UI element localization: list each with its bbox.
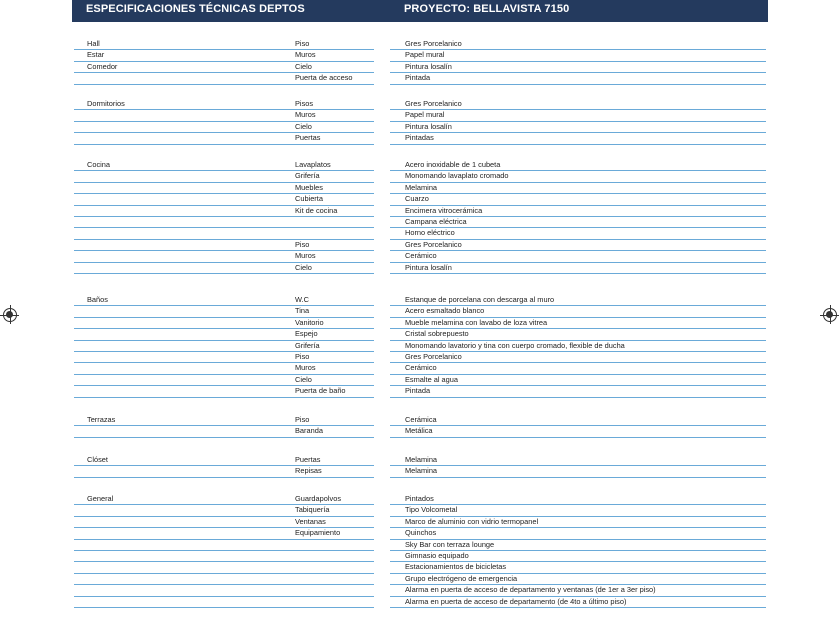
element-label: Vanitorio xyxy=(295,317,324,327)
specification-value: Papel mural xyxy=(405,50,445,60)
table-row xyxy=(0,540,840,551)
table-row xyxy=(0,466,840,477)
element-label: Lavaplatos xyxy=(295,160,331,169)
specification-value: Mueble melamina con lavabo de loza vitrea xyxy=(405,317,548,327)
table-row xyxy=(0,528,840,539)
specification-value: Acero esmaltado blanco xyxy=(405,306,485,316)
specification-value: Monomando lavaplato cromado xyxy=(405,171,509,181)
row-divider xyxy=(74,607,374,608)
table-row xyxy=(0,228,840,239)
element-label: Baranda xyxy=(295,426,323,436)
element-label: Grifería xyxy=(295,171,320,181)
element-label: Muros xyxy=(295,50,316,60)
section-label: Clóset xyxy=(87,455,108,464)
section-label: Cocina xyxy=(87,160,111,169)
row-divider xyxy=(390,437,766,438)
specification-value: Gres Porcelanico xyxy=(405,239,462,249)
specification-value: Tipo Volcometal xyxy=(405,505,458,515)
element-label: Tabiquería xyxy=(295,505,330,515)
table-row xyxy=(0,73,840,84)
specification-value: Estacionamientos de bicicletas xyxy=(405,562,507,572)
table-row xyxy=(0,110,840,121)
specification-value: Metálica xyxy=(405,426,433,436)
specification-value: Sky Bar con terraza lounge xyxy=(405,539,495,549)
project-title: PROYECTO: BELLAVISTA 7150 xyxy=(404,3,570,15)
row-divider xyxy=(74,397,374,398)
table-row xyxy=(0,240,840,251)
element-label: Pisos xyxy=(295,99,314,108)
element-label: Cielo xyxy=(295,61,312,71)
specification-value: Pintada xyxy=(405,73,431,83)
table-row xyxy=(0,352,840,363)
element-label: Repisas xyxy=(295,466,322,476)
row-divider xyxy=(390,144,766,145)
table-row xyxy=(0,160,840,171)
element-label: Muros xyxy=(295,110,316,120)
table-row xyxy=(0,295,840,306)
specification-value: Campana eléctrica xyxy=(405,217,467,226)
table-row xyxy=(0,183,840,194)
element-label: Muros xyxy=(295,363,316,373)
specification-value: Gimnasio equipado xyxy=(405,551,469,560)
specification-value: Gres Porcelanico xyxy=(405,39,462,48)
section-label: Comedor xyxy=(87,61,118,71)
specification-value: Monomando lavatorio y tina con cuerpo cromado, flexible de ducha xyxy=(405,340,625,350)
specification-value: Papel mural xyxy=(405,110,445,120)
element-label: Grifería xyxy=(295,340,320,350)
table-row xyxy=(0,597,840,608)
specification-value: Melamina xyxy=(405,182,438,192)
specification-value: Horno eléctrico xyxy=(405,228,455,238)
specification-value: Marco de aluminio con vidrio termopanel xyxy=(405,516,539,526)
specification-value: Cerámico xyxy=(405,251,437,261)
table-row xyxy=(0,62,840,73)
specification-value: Grupo electrógeno de emergencia xyxy=(405,573,518,583)
element-label: Puerta de acceso xyxy=(295,73,353,83)
table-row xyxy=(0,585,840,596)
table-row xyxy=(0,415,840,426)
element-label: Kit de cocina xyxy=(295,205,338,215)
table-row xyxy=(0,505,840,516)
table-row xyxy=(0,551,840,562)
document-title: ESPECIFICACIONES TÉCNICAS DEPTOS xyxy=(86,3,305,15)
row-divider xyxy=(390,273,766,274)
specification-value: Encimera vitrocerámica xyxy=(405,205,483,215)
table-row xyxy=(0,494,840,505)
row-divider xyxy=(74,144,374,145)
specification-value: Acero inoxidable de 1 cubeta xyxy=(405,160,501,169)
specification-value: Cuarzo xyxy=(405,194,429,204)
table-row xyxy=(0,306,840,317)
row-divider xyxy=(390,477,766,478)
table-row xyxy=(0,133,840,144)
row-divider xyxy=(74,84,374,85)
element-label: W.C xyxy=(295,295,309,304)
row-divider xyxy=(74,273,374,274)
element-label: Cubierta xyxy=(295,194,323,204)
specification-value: Pintura losalín xyxy=(405,262,452,272)
specification-value: Pintadas xyxy=(405,133,434,143)
table-row xyxy=(0,122,840,133)
specification-value: Melamina xyxy=(405,466,438,476)
table-row xyxy=(0,375,840,386)
element-label: Muros xyxy=(295,251,316,261)
table-row xyxy=(0,574,840,585)
specification-value: Pintura losalín xyxy=(405,61,452,71)
element-label: Puertas xyxy=(295,133,321,143)
table-row xyxy=(0,194,840,205)
element-label: Cielo xyxy=(295,262,312,272)
section-label: Estar xyxy=(87,50,105,60)
row-divider xyxy=(390,84,766,85)
element-label: Tina xyxy=(295,306,310,316)
row-divider xyxy=(74,437,374,438)
element-label: Espejo xyxy=(295,329,318,339)
element-label: Piso xyxy=(295,239,310,249)
row-divider xyxy=(390,607,766,608)
table-row xyxy=(0,386,840,397)
section-label: Terrazas xyxy=(87,415,116,424)
element-label: Piso xyxy=(295,415,310,424)
element-label: Cielo xyxy=(295,374,312,384)
table-row xyxy=(0,171,840,182)
specification-value: Gres Porcelanico xyxy=(405,352,462,361)
section-label: Dormitorios xyxy=(87,99,125,108)
table-row xyxy=(0,206,840,217)
specification-value: Melamina xyxy=(405,455,438,464)
table-row xyxy=(0,50,840,61)
element-label: Ventanas xyxy=(295,516,326,526)
table-row xyxy=(0,251,840,262)
section-label: General xyxy=(87,494,114,503)
specification-value: Estanque de porcelana con descarga al muro xyxy=(405,295,555,304)
table-row xyxy=(0,517,840,528)
row-divider xyxy=(390,397,766,398)
table-row xyxy=(0,562,840,573)
specification-value: Alarma en puerta de acceso de departamento y ventanas (de 1er a 3er piso) xyxy=(405,585,656,595)
specification-value: Cerámica xyxy=(405,415,437,424)
element-label: Guardapolvos xyxy=(295,494,342,503)
element-label: Puertas xyxy=(295,455,321,464)
table-row xyxy=(0,455,840,466)
specification-value: Quinchos xyxy=(405,528,437,538)
section-label: Baños xyxy=(87,295,108,304)
specification-value: Pintada xyxy=(405,386,431,396)
specification-value: Pintura losalín xyxy=(405,121,452,131)
row-divider xyxy=(74,477,374,478)
specification-value: Alarma en puerta de acceso de departamento (de 4to a último piso) xyxy=(405,596,627,606)
element-label: Muebles xyxy=(295,182,323,192)
specification-value: Cristal sobrepuesto xyxy=(405,329,469,339)
table-row xyxy=(0,329,840,340)
element-label: Piso xyxy=(295,39,310,48)
specification-value: Cerámico xyxy=(405,363,437,373)
element-label: Piso xyxy=(295,352,310,361)
table-row xyxy=(0,39,840,50)
table-row xyxy=(0,217,840,228)
section-label: Hall xyxy=(87,39,100,48)
specification-value: Pintados xyxy=(405,494,434,503)
table-row xyxy=(0,426,840,437)
element-label: Puerta de baño xyxy=(295,386,346,396)
table-row xyxy=(0,318,840,329)
table-row xyxy=(0,363,840,374)
element-label: Cielo xyxy=(295,121,312,131)
specification-value: Esmalte al agua xyxy=(405,374,458,384)
table-row xyxy=(0,99,840,110)
table-row xyxy=(0,341,840,352)
specification-value: Gres Porcelanico xyxy=(405,99,462,108)
element-label: Equipamiento xyxy=(295,528,341,538)
table-row xyxy=(0,263,840,274)
